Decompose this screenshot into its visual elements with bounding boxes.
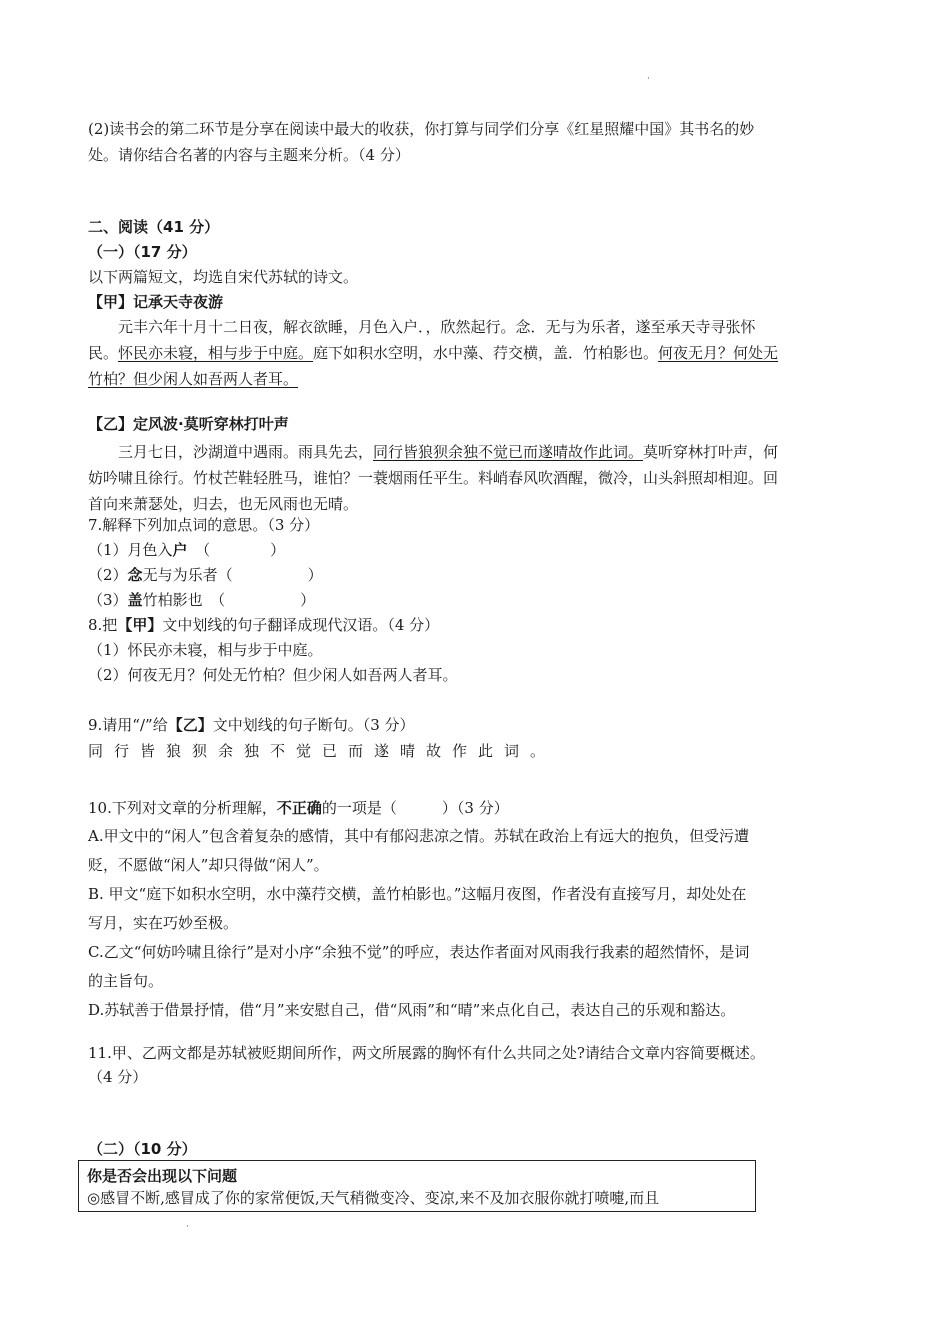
- q7-item1-blank: （ ）: [202, 541, 286, 559]
- q7-item2-a: （2）: [88, 566, 128, 584]
- part1-title: （一）（17 分）: [88, 243, 197, 261]
- q7-item3-a: （3）: [88, 591, 128, 609]
- q9-stem-a: 9.请用“/”给: [88, 716, 168, 734]
- q8-stem: [88, 614, 439, 636]
- q7-item2-word: 念: [127, 566, 143, 584]
- jia-line1: 元丰六年十月十二日夜，解衣欲睡，月色入户．，欣然起行。念．无与为乐者，遂至承天寺寻张怀: [118, 318, 756, 336]
- q10-stem: [88, 797, 509, 819]
- q7-item2: [88, 564, 323, 586]
- info-box-line1: ◎感冒不断,感冒成了你的家常便饭,天气稍微变冷、变凉,来不及加衣服你就打喷嚏,而且: [87, 1189, 660, 1207]
- footer-dot: ·: [186, 1222, 189, 1232]
- yi-text-b: 莫听穿林打叶声，何: [643, 443, 779, 461]
- jia-line3: [88, 366, 858, 392]
- yi-line1: [88, 439, 858, 465]
- q9-sentence: 同行皆狼狈余独不觉已而遂晴故作此词。: [88, 742, 557, 760]
- q7-item1-a: （1）月色入: [88, 541, 173, 559]
- q10-stem-c: 的一项是（ ）（3 分）: [321, 799, 509, 817]
- q7-item2-rest: 无与为乐者（ ）: [142, 566, 323, 584]
- yi-line2: 妨吟啸且徐行。竹杖芒鞋轻胜马，谁怕？一蓑烟雨任平生。料峭春风吹酒醒，微冷，山头斜照却相迎。回: [88, 469, 779, 487]
- q10-option-c1: C.乙文“何妨吟啸且徐行”是对小序“余独不觉”的呼应，表达作者面对风雨我行我素的超然情怀，是词: [88, 943, 750, 961]
- q10-option-a1: A.甲文中的“闲人”包含着复杂的感情，其中有郁闷悲凉之情。苏轼在政治上有远大的抱负，但受污遭: [88, 827, 749, 845]
- q7-item1: [88, 539, 285, 561]
- q10-options: [88, 822, 858, 1025]
- q9-stem: [88, 714, 415, 736]
- header-dot: ·: [647, 74, 650, 84]
- intro-text: 以下两篇短文，均选自宋代苏轼的诗文。: [88, 268, 359, 286]
- yi-text-a: 三月七日，沙湖道中遇雨。雨具先去，: [118, 443, 374, 461]
- jia-line2: [88, 340, 858, 366]
- yi-underline: 同行皆狼狈余独不觉已而遂晴故作此词。: [373, 443, 644, 461]
- jia-text-a: 民。: [88, 344, 119, 362]
- q8-stem-a: 8.把: [88, 616, 118, 634]
- q7-item3-word: 盖: [127, 591, 143, 609]
- q2-part2-line1: (2)读书会的第二环节是分享在阅读中最大的收获，你打算与同学们分享《红星照耀中国》其书名的妙: [88, 120, 755, 138]
- jia-underline-2: 何夜无月？何处无: [658, 344, 779, 362]
- q9-stem-tag: 【乙】: [167, 716, 213, 734]
- jia-underline-3: 竹柏？但少闲人如吾两人者耳。: [88, 370, 299, 388]
- yi-line3: 首向来萧瑟处，归去，也无风雨也无晴。: [88, 495, 359, 513]
- q10-stem-a: 10.下列对文章的分析理解，: [88, 799, 277, 817]
- jia-underline-1: 怀民亦未寝，相与步于中庭。: [118, 344, 314, 362]
- q7-item3: [88, 589, 315, 611]
- part2-title: （二）（10 分）: [88, 1140, 197, 1158]
- q11-line2: （4 分）: [88, 1068, 148, 1086]
- q10-option-b1: B. 甲文“庭下如积水空明，水中藻荇交横，盖竹柏影也。”这幅月夜图，作者没有直接写月，却处处在: [88, 885, 747, 903]
- q2-part2-line2: 处。请你结合名著的内容与主题来分析。（4 分）: [88, 146, 410, 164]
- info-box-title: 你是否会出现以下问题: [87, 1167, 238, 1185]
- q10-option-b2: 写月，实在巧妙至极。: [88, 914, 239, 932]
- q7-item1-word: 户: [172, 541, 188, 559]
- yi-passage: [88, 439, 858, 517]
- q2-part2: [88, 116, 858, 168]
- q10-option-a2: 贬，不愿做“闲人”却只得做“闲人”。: [88, 856, 329, 874]
- info-box: [78, 1160, 756, 1212]
- jia-title: 【甲】记承天寺夜游: [88, 293, 224, 311]
- q8-stem-c: 文中划线的句子翻译成现代汉语。（4 分）: [162, 616, 440, 634]
- yi-title: 【乙】定风波·莫听穿林打叶声: [88, 415, 289, 433]
- q7-stem: 7.解释下列加点词的意思。（3 分）: [88, 516, 320, 534]
- q11-line1: 11.甲、乙两文都是苏轼被贬期间所作，两文所展露的胸怀有什么共同之处?请结合文章内容简要概述。: [88, 1044, 765, 1062]
- jia-passage: [88, 314, 858, 392]
- q10-option-c2: 的主旨句。: [88, 972, 164, 990]
- jia-text-b: 庭下如积水空明，水中藻、荇交横，盖．竹柏影也。: [313, 344, 659, 362]
- q10-option-d1: D.苏轼善于借景抒情，借“月”来安慰自己，借“风雨”和“晴”来点化自己，表达自己的乐观和豁达。: [88, 1001, 736, 1019]
- section-title: 二、阅读（41 分）: [88, 218, 220, 236]
- q9-stem-c: 文中划线的句子断句。（3 分）: [212, 716, 415, 734]
- q10-stem-emph: 不正确: [276, 799, 322, 817]
- q8-item2: （2）何夜无月？何处无竹柏？但少闲人如吾两人者耳。: [88, 666, 458, 684]
- q8-stem-tag: 【甲】: [117, 616, 163, 634]
- q7-item3-rest: 竹柏影也 （ ）: [142, 591, 316, 609]
- q8-item1: （1）怀民亦未寝，相与步于中庭。: [88, 641, 323, 659]
